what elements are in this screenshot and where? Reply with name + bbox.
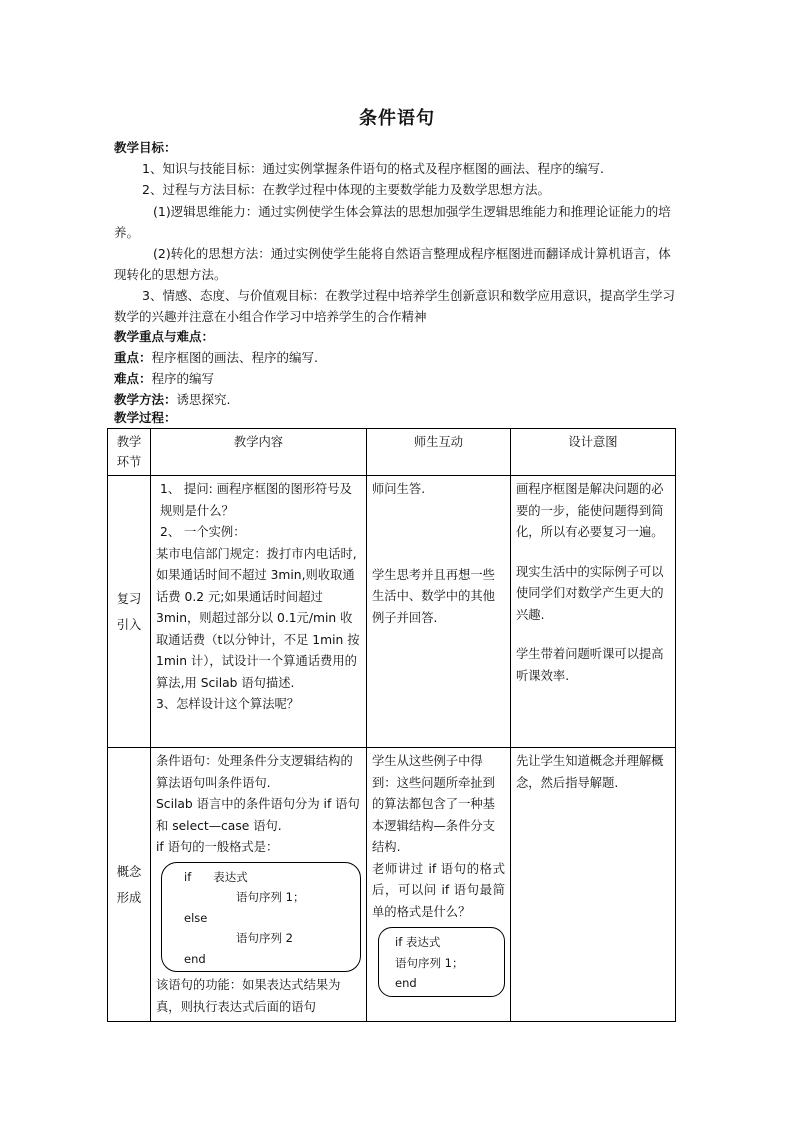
method-text: 诱思探究.	[176, 392, 231, 407]
code1-expression: 表达式	[213, 869, 248, 884]
interaction-concept-b: 老师讲过 if 语句的格式后，可以问 if 语句最简单的格式是什么？	[372, 861, 505, 919]
header-interaction: 师生互动	[367, 429, 511, 476]
if-else-code-box	[161, 862, 361, 973]
intent-review-b: 现实生活中的实际例子可以使同学们对数学产生更大的兴趣.	[516, 564, 664, 622]
interaction-concept-a: 学生从这些例子中得到：这些问题所牵扯到的算法都包含了一种基本逻辑结构—条件分支结构.	[372, 754, 495, 854]
process-heading: 教学过程：	[114, 410, 177, 425]
content-question-3: 3、怎样设计这个算法呢？	[156, 697, 300, 711]
difficulty-line	[114, 368, 214, 389]
content-concept	[151, 748, 367, 1022]
difficulty-text: 程序的编写	[151, 371, 215, 386]
interaction-review-a: 师问生答.	[372, 482, 426, 496]
method-label: 教学方法：	[114, 392, 177, 407]
objective-2b: (2)转化的思想方法：通过实例使学生能将自然语言整理成程序框图进而翻译成计算机语言，体现转化的思想方法。	[114, 246, 671, 282]
objective-2: 2、过程与方法目标：在教学过程中体现的主要数学能力及数学思想方法。	[142, 182, 550, 197]
intent-concept	[511, 748, 676, 1022]
focus-text: 程序框图的画法、程序的编写.	[151, 350, 318, 365]
interaction-review-b: 学生思考并且再想一些生活中、数学中的其他例子并回答.	[372, 567, 495, 625]
content-concept-b: Scilab 语言中的条件语句分为 if 语句和 select—case 语句.	[156, 797, 360, 833]
content-concept-d: 该语句的功能：如果表达式结果为真，则执行表达式后面的语句	[156, 978, 341, 1014]
code1-if-keyword: if	[184, 869, 192, 884]
code2-line2: 语句序列 1；	[395, 955, 464, 970]
table-row-review	[108, 476, 676, 748]
focus-label: 重点：	[114, 350, 152, 365]
stage-concept: 概念形成	[108, 748, 151, 1022]
table-header-row	[108, 429, 676, 476]
objectives-heading: 教学目标：	[114, 140, 177, 155]
difficulty-label: 难点：	[114, 371, 152, 386]
key-points-heading: 教学重点与难点：	[114, 329, 215, 344]
table-row-concept	[108, 748, 676, 1022]
code1-line5: end	[184, 951, 206, 966]
code1-line2: 语句序列 1；	[236, 890, 305, 904]
header-stage: 教学环节	[108, 429, 151, 476]
intent-review	[511, 476, 676, 748]
objective-2a: (1)逻辑思维能力：通过实例使学生体会算法的思想加强学生逻辑思维能力和推理论证能力的培养。	[114, 204, 671, 240]
stage-review: 复习引入	[108, 476, 151, 748]
content-concept-c: if 语句的一般格式是：	[156, 840, 279, 854]
interaction-review	[367, 476, 511, 748]
objective-1: 1、知识与技能目标：通过实例掌握条件语句的格式及程序框图的画法、程序的编写.	[142, 161, 604, 176]
content-review	[151, 476, 367, 748]
code2-line1: if 表达式	[395, 935, 441, 949]
header-content: 教学内容	[151, 429, 367, 476]
code1-line4: 语句序列 2	[236, 931, 293, 945]
focus-line	[114, 347, 318, 368]
header-intent: 设计意图	[511, 429, 676, 476]
code1-line1	[184, 867, 350, 888]
intent-review-c: 学生带着问题听课可以提高听课效率.	[516, 647, 664, 683]
code2-line3: end	[395, 976, 417, 990]
lesson-table	[107, 428, 676, 1022]
content-example: 某市电信部门规定：拨打市内电话时,如果通话时间不超过 3min,则收取通话费 0.2 元;如果通话时间超过 3min，则超过部分以 0.1元/min 收取通话费（t以分钟计，不足 1min 按 1min 计），试设计一个算通话费用的算法,用 Scilab 语句描述.	[156, 546, 360, 690]
interaction-concept	[367, 748, 511, 1022]
code1-line3: else	[184, 910, 208, 925]
if-code-box	[378, 927, 505, 997]
content-question-2: 2、 一个实例：	[160, 525, 246, 539]
intent-review-a: 画程序框图是解决问题的必要的一步，能使问题得到简化，所以有必要复习一遍。	[516, 482, 664, 539]
page-title: 条件语句	[359, 108, 435, 129]
objective-3: 3、情感、态度、与价值观目标：在教学过程中培养学生创新意识和数学应用意识，提高学生学习数学的兴趣并注意在小组合作学习中培养学生的合作精神	[114, 288, 675, 324]
intent-concept-text: 先让学生知道概念并理解概念，然后指导解题.	[516, 754, 664, 790]
content-concept-a: 条件语句：处理条件分支逻辑结构的算法语句叫条件语句.	[156, 754, 353, 790]
content-question-1: 1、 提问: 画程序框图的图形符号及规则是什么？	[160, 482, 352, 518]
